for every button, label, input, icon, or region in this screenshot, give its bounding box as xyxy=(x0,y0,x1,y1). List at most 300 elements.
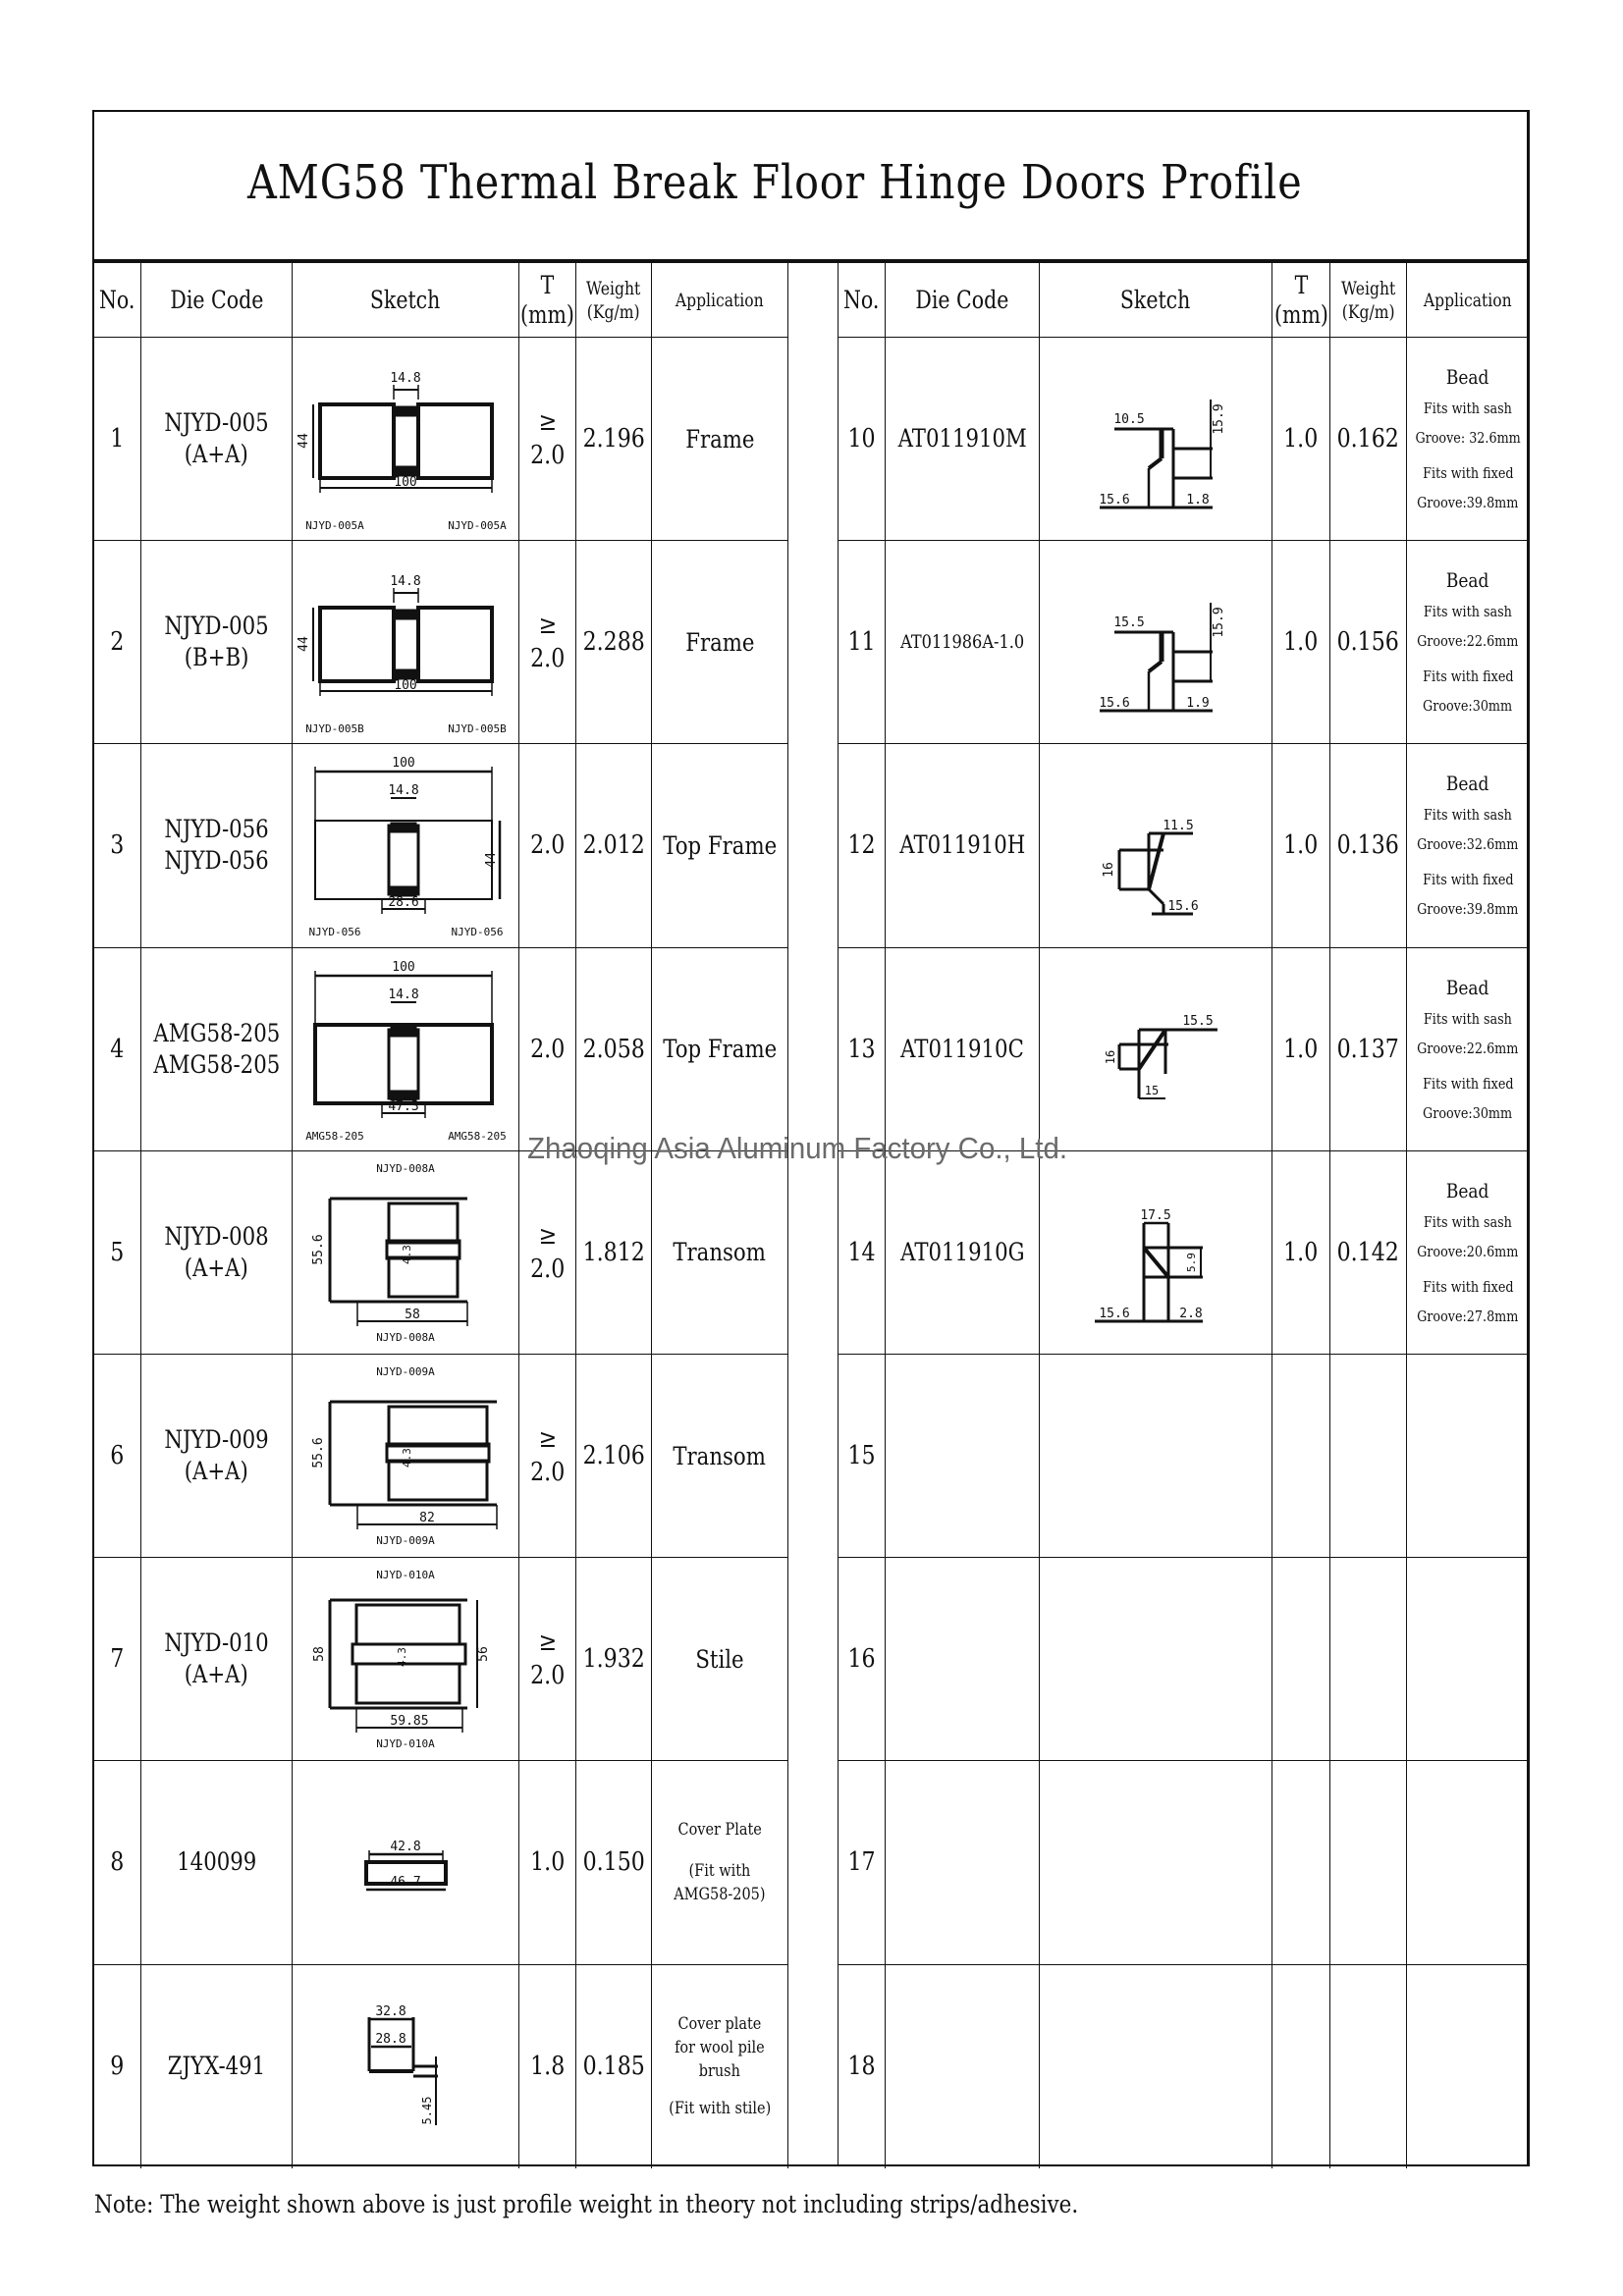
profile-sketch-bead-c xyxy=(1046,951,1267,1148)
header-no-left xyxy=(94,263,141,338)
cell-sketch xyxy=(293,1558,519,1761)
weight-value: 0.185 xyxy=(582,2052,645,2082)
cell-no xyxy=(839,1355,886,1558)
cell-application xyxy=(1407,1761,1529,1964)
weight-value: 0.142 xyxy=(1336,1237,1400,1267)
die-code: AT011910C xyxy=(900,1034,1024,1063)
dimension-label: 32.8 xyxy=(374,2004,406,2020)
weight-header-line2: (Kg/m) xyxy=(587,300,640,323)
row-number: 10 xyxy=(847,424,876,454)
header-t-left xyxy=(519,263,576,338)
die-code-variant: (A+A) xyxy=(184,1457,249,1486)
thickness-value: 1.0 xyxy=(1283,627,1319,658)
dimension-label: 5.45 xyxy=(419,2096,434,2125)
application-line: Groove: 32.6mm xyxy=(1415,429,1521,448)
application-header-label: Application xyxy=(1424,289,1512,311)
thickness-value: 2.0 xyxy=(529,1254,566,1284)
cell-sketch xyxy=(293,1965,519,2168)
no-header-label: No. xyxy=(99,286,135,314)
cell-weight xyxy=(1330,1761,1407,1964)
application-line: Stile xyxy=(695,1644,744,1674)
cell-die-code xyxy=(141,1761,293,1964)
dimension-label: NJYD-009A xyxy=(375,1365,435,1379)
cell-no xyxy=(839,541,886,744)
header-weight-right xyxy=(1330,263,1407,338)
profile-sketch-transom-wide xyxy=(296,1358,516,1554)
weight-header xyxy=(580,277,646,324)
die-code: ZJYX-491 xyxy=(167,2052,266,2081)
dimension-label: NJYD-008A xyxy=(375,1161,435,1175)
dimension-label: 44 xyxy=(483,852,499,869)
cell-die-code xyxy=(886,541,1040,744)
cell-no xyxy=(839,1151,886,1355)
dimension-label: 14.8 xyxy=(389,371,421,387)
cell-t xyxy=(1272,1151,1330,1355)
cell-t xyxy=(519,338,576,541)
cell-application xyxy=(1407,1355,1529,1558)
dimension-label: 15.9 xyxy=(1211,403,1226,435)
dimension-label: 14.8 xyxy=(387,783,419,799)
dimension-label: NJYD-008A xyxy=(375,1330,435,1344)
header-weight-left xyxy=(576,263,652,338)
cell-t xyxy=(519,541,576,744)
cell-die-code xyxy=(141,744,293,947)
dimension-label: 28.8 xyxy=(374,2032,406,2048)
application-line: Cover Plate xyxy=(677,1820,762,1841)
die-code-variant: (A+A) xyxy=(184,1253,249,1282)
dimension-label: 16 xyxy=(1101,862,1116,879)
weight-value: 1.932 xyxy=(582,1644,645,1675)
application-line: Groove:22.6mm xyxy=(1417,1039,1519,1057)
cell-no xyxy=(839,1558,886,1761)
t-header-line2: (mm) xyxy=(520,299,574,329)
profile-sketch-bead-m xyxy=(1046,544,1267,740)
dimension-label: NJYD-005A xyxy=(447,519,507,533)
cell-die-code xyxy=(886,338,1040,541)
dimension-label: 58 xyxy=(404,1307,420,1322)
cell-application xyxy=(1407,541,1529,744)
thickness-value: 1.0 xyxy=(1283,424,1319,454)
application-line: AMG58-205) xyxy=(674,1885,766,1905)
dimension-label: NJYD-010A xyxy=(375,1569,435,1582)
no-header-label: No. xyxy=(843,286,880,314)
cell-no xyxy=(94,1558,141,1761)
profile-sketch-bead-h xyxy=(1046,747,1267,943)
dimension-label: 55.6 xyxy=(310,1437,326,1468)
application-line: Bead xyxy=(1446,365,1489,390)
cell-sketch xyxy=(1040,338,1272,541)
application-line: Fits with sash xyxy=(1424,400,1512,418)
weight-value: 2.058 xyxy=(582,1034,645,1064)
cell-die-code xyxy=(886,744,1040,947)
cell-application xyxy=(1407,338,1529,541)
cell-t xyxy=(1272,541,1330,744)
cell-no xyxy=(839,1965,886,2168)
cell-t xyxy=(519,1558,576,1761)
t-header-line1: T xyxy=(540,270,555,299)
row-number: 4 xyxy=(110,1034,125,1064)
cell-die-code xyxy=(141,1965,293,2168)
weight-value: 2.196 xyxy=(582,424,645,454)
dimension-label: 44 xyxy=(296,636,311,653)
cell-sketch xyxy=(1040,948,1272,1151)
dimension-label: 58 xyxy=(311,1646,327,1663)
weight-header xyxy=(1335,277,1401,324)
dimension-label: NJYD-056 xyxy=(451,926,503,939)
cell-no xyxy=(94,948,141,1151)
dimension-label: 56 xyxy=(475,1646,491,1663)
cell-sketch xyxy=(1040,1151,1272,1355)
cell-application xyxy=(1407,1151,1529,1355)
cell-application xyxy=(652,1151,788,1355)
t-prefix: ≥ xyxy=(538,1628,557,1658)
profile-sketch-cover-plate xyxy=(296,1764,516,1960)
application-line: Fits with sash xyxy=(1424,1009,1512,1028)
cell-sketch xyxy=(1040,1558,1272,1761)
dimension-label: 10.5 xyxy=(1112,412,1145,428)
dimension-label: 4.3 xyxy=(395,1647,408,1668)
cell-die-code xyxy=(886,1558,1040,1761)
die-code-variant: NJYD-056 xyxy=(164,846,269,876)
row-number: 14 xyxy=(847,1237,876,1267)
profile-sheet xyxy=(92,110,1530,2166)
dimension-label: 44 xyxy=(296,433,311,449)
cell-weight xyxy=(576,744,652,947)
cell-application xyxy=(1407,1965,1529,2168)
cell-application xyxy=(652,948,788,1151)
dimension-label: 59.85 xyxy=(389,1714,429,1730)
dimension-label: NJYD-005A xyxy=(304,519,364,533)
dimension-label: 15.6 xyxy=(1098,1306,1130,1321)
cell-die-code xyxy=(141,541,293,744)
cell-die-code xyxy=(141,338,293,541)
watermark: Zhaoqing Asia Aluminum Factory Co., Ltd. xyxy=(527,1131,1068,1165)
dimension-label: 11.5 xyxy=(1162,819,1194,834)
weight-value: 0.137 xyxy=(1336,1034,1400,1064)
profile-sketch-top-frame-b xyxy=(296,951,516,1148)
profile-sketch-double-frame-b xyxy=(296,544,516,740)
die-code: AT011986A-1.0 xyxy=(899,631,1025,654)
application-line: Fits with fixed xyxy=(1422,1074,1514,1093)
cell-sketch xyxy=(1040,1761,1272,1964)
thickness-value: 2.0 xyxy=(529,1661,566,1691)
cell-no xyxy=(839,948,886,1151)
cell-t xyxy=(519,1151,576,1355)
cell-weight xyxy=(1330,1558,1407,1761)
header-die-code-right xyxy=(886,263,1040,338)
dimension-label: 15.5 xyxy=(1112,615,1145,631)
weight-value: 0.150 xyxy=(582,1847,645,1878)
cell-t xyxy=(519,1355,576,1558)
dimension-label: 46.7 xyxy=(389,1875,421,1891)
table-gap-column xyxy=(788,263,839,2164)
dimension-label: 16 xyxy=(1103,1049,1117,1064)
application-line: Groove:39.8mm xyxy=(1417,900,1519,919)
cell-application xyxy=(652,1761,788,1964)
dimension-label: 15.6 xyxy=(1166,899,1199,915)
header-sketch-right xyxy=(1040,263,1272,338)
cell-weight xyxy=(1330,541,1407,744)
row-number: 2 xyxy=(110,627,125,658)
row-number: 9 xyxy=(110,2052,125,2082)
cell-no xyxy=(839,1761,886,1964)
cell-die-code xyxy=(141,1151,293,1355)
application-line: Fits with fixed xyxy=(1422,667,1514,686)
cell-application xyxy=(652,1965,788,2168)
cell-weight xyxy=(576,1558,652,1761)
t-prefix: ≥ xyxy=(538,1424,557,1455)
application-line: Top Frame xyxy=(662,830,777,860)
cell-die-code xyxy=(141,1558,293,1761)
application-line: brush xyxy=(698,2061,741,2082)
cell-t xyxy=(1272,1965,1330,2168)
row-number: 7 xyxy=(110,1644,125,1675)
cell-t xyxy=(1272,338,1330,541)
thickness-value: 2.0 xyxy=(529,830,566,861)
application-line: Cover plate xyxy=(677,2014,762,2035)
thickness-value: 2.0 xyxy=(529,441,566,471)
footnote: Note: The weight shown above is just profile weight in theory not including strips/adhesive. xyxy=(94,2190,1079,2218)
cell-no xyxy=(94,1965,141,2168)
application-line: Fits with fixed xyxy=(1422,464,1514,483)
profile-sketch-top-frame xyxy=(296,747,516,943)
header-application-left xyxy=(652,263,788,338)
cell-sketch xyxy=(293,338,519,541)
die-code: AMG58-205 xyxy=(153,1018,280,1047)
cell-no xyxy=(94,744,141,947)
weight-value: 0.136 xyxy=(1336,830,1400,861)
cell-sketch xyxy=(293,1761,519,1964)
application-line: Bead xyxy=(1446,1178,1489,1202)
dimension-label: 15.5 xyxy=(1181,1013,1214,1029)
header-die-code-left xyxy=(141,263,293,338)
header-no-right xyxy=(839,263,886,338)
cell-die-code xyxy=(886,1355,1040,1558)
dimension-label: 55.6 xyxy=(310,1234,326,1265)
row-number: 5 xyxy=(110,1237,125,1267)
thickness-value: 2.0 xyxy=(529,1034,566,1064)
weight-value: 1.812 xyxy=(582,1237,645,1267)
cell-die-code xyxy=(141,948,293,1151)
cell-weight xyxy=(1330,948,1407,1151)
dimension-label: 15.6 xyxy=(1098,493,1130,508)
profile-sketch-double-frame xyxy=(296,341,516,537)
application-line: Bead xyxy=(1446,772,1489,796)
weight-value: 2.288 xyxy=(582,627,645,658)
thickness-value: 1.0 xyxy=(1283,1034,1319,1064)
thickness-value: 1.0 xyxy=(1283,830,1319,861)
cell-application xyxy=(1407,744,1529,947)
cell-weight xyxy=(1330,1355,1407,1558)
cell-no xyxy=(94,338,141,541)
t-header-line2: (mm) xyxy=(1273,299,1328,329)
weight-header-line1: Weight xyxy=(1340,277,1396,299)
row-number: 16 xyxy=(847,1644,876,1675)
die-code: NJYD-010 xyxy=(164,1629,269,1658)
die-code: AT011910G xyxy=(899,1237,1025,1266)
t-header-line1: T xyxy=(1294,270,1308,299)
cell-application xyxy=(652,338,788,541)
dimension-label: 28.6 xyxy=(387,895,419,911)
dimension-label: 82 xyxy=(418,1511,435,1526)
dimension-label: NJYD-005B xyxy=(447,722,507,736)
dimension-label: 100 xyxy=(393,678,417,694)
die-code-variant: AMG58-205 xyxy=(153,1049,280,1079)
cell-sketch xyxy=(293,744,519,947)
row-number: 3 xyxy=(110,830,125,861)
thickness-value: 1.0 xyxy=(529,1847,566,1878)
row-number: 13 xyxy=(847,1034,876,1064)
cell-no xyxy=(839,338,886,541)
cell-sketch xyxy=(293,1355,519,1558)
row-number: 17 xyxy=(847,1847,876,1878)
die-code: NJYD-008 xyxy=(164,1221,269,1251)
dimension-label: 100 xyxy=(393,475,417,491)
application-line: Fits with sash xyxy=(1424,806,1512,825)
dimension-label: 14.8 xyxy=(387,987,419,1002)
cell-weight xyxy=(1330,1965,1407,2168)
dimension-label: 1.8 xyxy=(1185,493,1210,508)
row-number: 15 xyxy=(847,1441,876,1471)
cell-t xyxy=(1272,948,1330,1151)
cell-sketch xyxy=(1040,541,1272,744)
cell-sketch xyxy=(1040,1965,1272,2168)
cell-sketch xyxy=(1040,744,1272,947)
t-prefix: ≥ xyxy=(538,1220,557,1251)
t-prefix: ≥ xyxy=(538,407,557,438)
weight-value: 2.012 xyxy=(582,830,645,861)
thickness-value: 1.0 xyxy=(1283,1237,1319,1267)
cell-die-code xyxy=(886,1965,1040,2168)
cell-t xyxy=(1272,1761,1330,1964)
cell-no xyxy=(94,1355,141,1558)
cell-t xyxy=(519,1761,576,1964)
dimension-label: NJYD-056 xyxy=(308,926,360,939)
die-code-header-label: Die Code xyxy=(170,286,263,314)
header-sketch-left xyxy=(293,263,519,338)
profile-sketch-transom xyxy=(296,1154,516,1351)
application-line: Groove:30mm xyxy=(1423,1103,1513,1122)
dimension-label: 15.6 xyxy=(1098,696,1130,712)
row-number: 11 xyxy=(847,627,876,658)
application-line: Frame xyxy=(684,424,755,454)
cell-weight xyxy=(1330,1151,1407,1355)
page-title: AMG58 Thermal Break Floor Hinge Doors Profile xyxy=(247,155,1303,210)
cell-weight xyxy=(576,1355,652,1558)
application-line: Fits with fixed xyxy=(1422,1277,1514,1296)
application-line: Groove:20.6mm xyxy=(1417,1242,1519,1260)
application-line: (Fit with stile) xyxy=(668,2099,772,2119)
application-line: Fits with sash xyxy=(1424,603,1512,621)
application-line: (Fit with xyxy=(688,1861,751,1882)
t-header xyxy=(1269,271,1334,330)
die-code: NJYD-005 xyxy=(164,612,269,641)
thickness-value: 2.0 xyxy=(529,644,566,674)
dimension-label: 4.3 xyxy=(400,1448,413,1468)
cell-application xyxy=(652,1558,788,1761)
sketch-header-label: Sketch xyxy=(1120,286,1191,314)
dimension-label: 15.9 xyxy=(1211,607,1226,638)
cell-no xyxy=(94,541,141,744)
application-line: Top Frame xyxy=(662,1035,777,1064)
row-number: 18 xyxy=(847,2052,876,2082)
die-code-variant: (B+B) xyxy=(184,643,249,672)
application-line: Fits with fixed xyxy=(1422,871,1514,889)
cell-weight xyxy=(576,1761,652,1964)
cell-application xyxy=(1407,1558,1529,1761)
cell-die-code xyxy=(141,1355,293,1558)
header-t-right xyxy=(1272,263,1330,338)
cell-die-code xyxy=(886,1151,1040,1355)
thickness-value: 1.8 xyxy=(529,2052,566,2082)
die-code: 140099 xyxy=(176,1847,257,1877)
row-number: 8 xyxy=(110,1847,125,1878)
application-line: Groove:32.6mm xyxy=(1417,835,1519,854)
cell-weight xyxy=(576,338,652,541)
application-line: Transom xyxy=(673,1238,767,1267)
cell-weight xyxy=(1330,744,1407,947)
cell-t xyxy=(519,948,576,1151)
cell-weight xyxy=(576,541,652,744)
dimension-label: 47.3 xyxy=(387,1098,419,1114)
dimension-label: 1.9 xyxy=(1185,696,1210,712)
cell-sketch xyxy=(1040,1355,1272,1558)
cell-t xyxy=(1272,1558,1330,1761)
sketch-header-label: Sketch xyxy=(370,286,441,314)
cell-weight xyxy=(576,1151,652,1355)
title-band xyxy=(94,112,1527,263)
dimension-label: 2.8 xyxy=(1178,1306,1203,1321)
cell-weight xyxy=(576,1965,652,2168)
die-code-variant: (A+A) xyxy=(184,440,249,469)
application-line: for wool pile xyxy=(675,2038,765,2058)
application-line: Transom xyxy=(673,1441,767,1470)
dimension-label: 100 xyxy=(391,959,415,975)
dimension-label: NJYD-010A xyxy=(375,1737,435,1751)
row-number: 1 xyxy=(110,424,125,454)
cell-no xyxy=(839,744,886,947)
cell-sketch xyxy=(293,541,519,744)
dimension-label: 100 xyxy=(391,756,415,772)
profile-sketch-brush-plate xyxy=(296,1968,516,2164)
dimension-label: AMG58-205 xyxy=(304,1129,364,1143)
die-code: AT011910M xyxy=(897,424,1027,454)
cell-die-code xyxy=(886,1761,1040,1964)
application-header-label: Application xyxy=(676,289,764,311)
die-code: NJYD-005 xyxy=(164,408,269,438)
cell-t xyxy=(519,1965,576,2168)
row-number: 12 xyxy=(847,830,876,861)
cell-application xyxy=(652,1355,788,1558)
dimension-label: 14.8 xyxy=(389,574,421,590)
application-line: Groove:22.6mm xyxy=(1417,632,1519,651)
cell-die-code xyxy=(886,948,1040,1151)
cell-application xyxy=(652,541,788,744)
dimension-label: 15 xyxy=(1144,1083,1159,1097)
die-code-header-label: Die Code xyxy=(915,286,1009,314)
cell-sketch xyxy=(293,948,519,1151)
weight-value: 2.106 xyxy=(582,1441,645,1471)
header-application-right xyxy=(1407,263,1529,338)
cell-weight xyxy=(1330,338,1407,541)
cell-t xyxy=(519,744,576,947)
cell-no xyxy=(94,1761,141,1964)
cell-no xyxy=(94,1151,141,1355)
weight-value: 0.156 xyxy=(1336,627,1400,658)
dimension-label: 42.8 xyxy=(389,1840,421,1855)
thickness-value: 2.0 xyxy=(529,1458,566,1488)
dimension-label: NJYD-009A xyxy=(375,1534,435,1548)
